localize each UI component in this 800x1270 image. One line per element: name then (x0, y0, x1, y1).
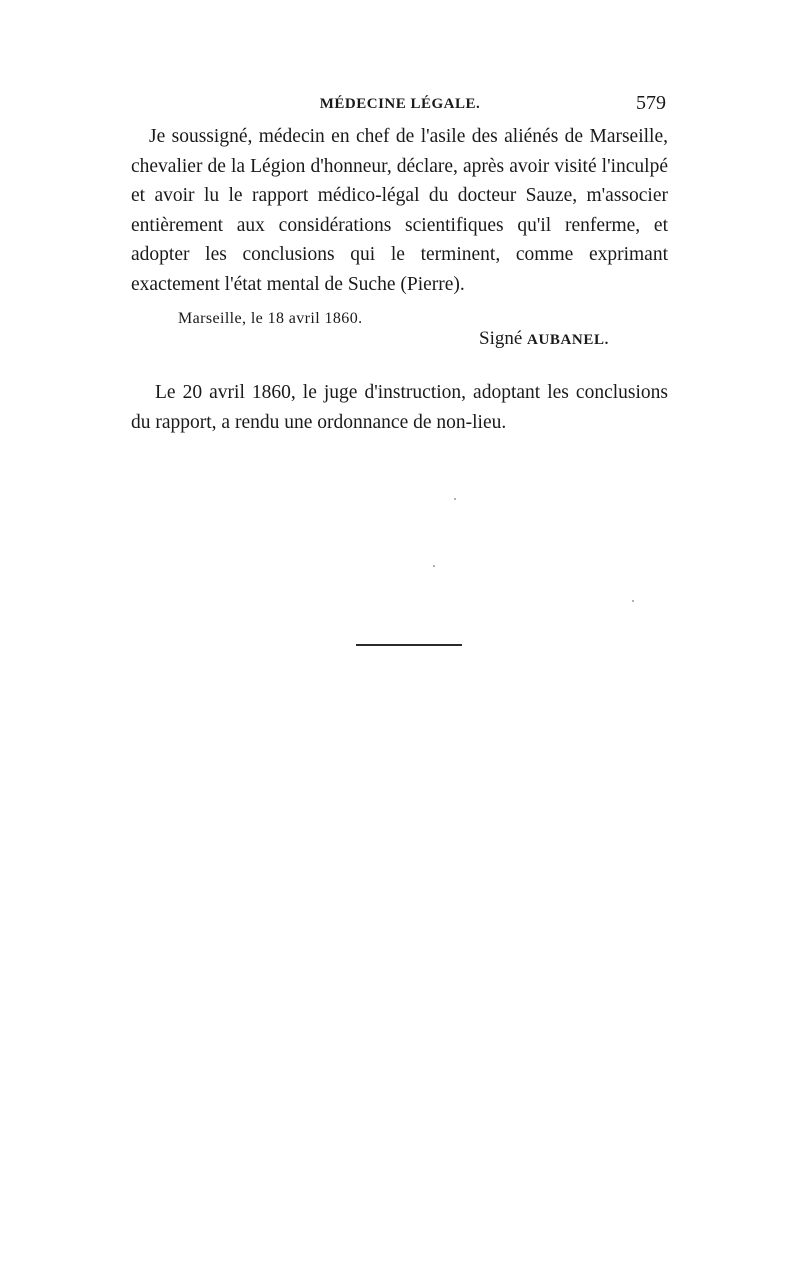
section-end-rule (356, 644, 462, 646)
signature-prefix: Signé (479, 328, 523, 349)
paper-speck (433, 565, 435, 567)
paper-speck (632, 600, 634, 602)
dateline: Marseille, le 18 avril 1860. (178, 310, 363, 327)
running-head (130, 92, 670, 116)
signature-name: AUBANEL. (527, 332, 609, 348)
signature (479, 328, 609, 350)
running-title: MÉDECINE LÉGALE. (319, 96, 481, 112)
declaration-paragraph: Je soussigné, médecin en chef de l'asile des aliénés de Marseille, chevalier de la Légion d'honneur, déclare, après avoir visité l'inculpé et avoir lu le rapport médico-légal du docteur Sauze, m'associer entièrement aux considérations scientifiques qu'il renferme, et adopter les conclusions qui le terminent, comme exprimant exactement l'état mental de Suche (Pierre). (131, 126, 668, 295)
paper-speck (454, 498, 456, 500)
page-number: 579 (636, 92, 666, 114)
ruling-paragraph: Le 20 avril 1860, le juge d'instruction, adoptant les conclusions du rapport, a rendu une ordonnance de non-lieu. (131, 382, 668, 433)
